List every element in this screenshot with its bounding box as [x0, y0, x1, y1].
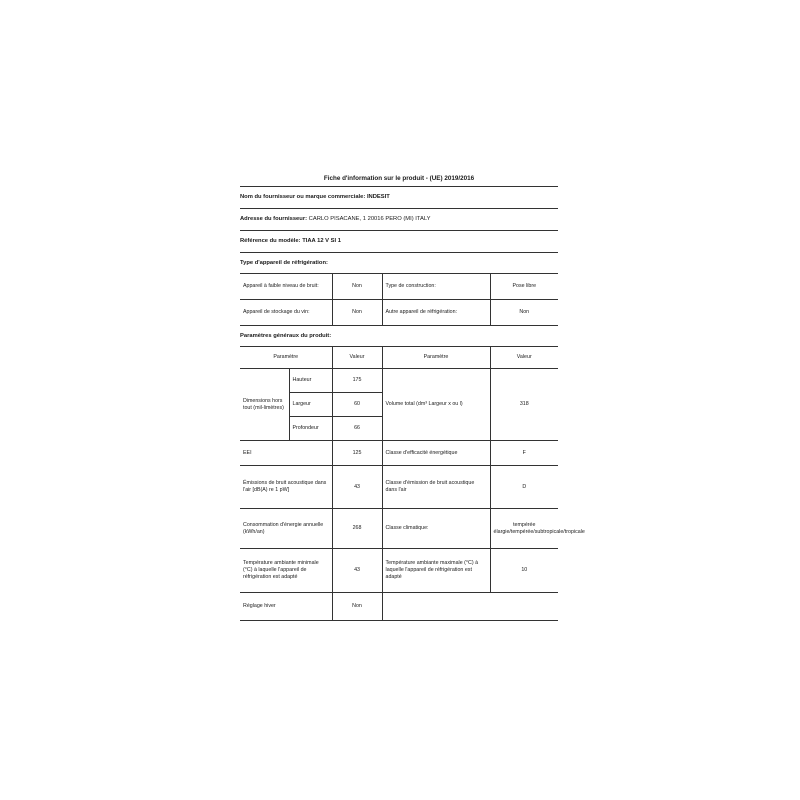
param-label: Émissions de bruit acoustique dans l'air [dB(A) re 1 pW]: [240, 466, 332, 509]
param-value: 268: [332, 509, 382, 549]
param-value: 10: [490, 549, 558, 593]
table-row: [240, 466, 558, 509]
type-table: [240, 273, 558, 326]
type-value: Non: [490, 300, 558, 326]
depth-value: 66: [332, 417, 382, 441]
supplier-label: Nom du fournisseur ou marque commerciale:: [240, 194, 366, 200]
type-label: Autre appareil de réfrigération:: [382, 300, 490, 326]
param-label: EEI: [240, 441, 332, 466]
param-label: Température ambiante minimale (°C) à laquelle l'appareil de réfrigération est adapté: [240, 549, 332, 593]
param-value: 43: [332, 549, 382, 593]
model-row: [240, 231, 558, 253]
depth-label: Profondeur: [289, 417, 332, 441]
table-header-row: [240, 347, 558, 369]
type-value: Non: [332, 274, 382, 300]
volume-label: Volume total (dm³ Largeur x ou l): [382, 369, 490, 441]
winter-setting-value: Non: [332, 593, 382, 621]
type-value: Non: [332, 300, 382, 326]
type-value: Pose libre: [490, 274, 558, 300]
param-label: Classe climatique:: [382, 509, 490, 549]
empty-cell: [382, 593, 558, 621]
params-table: [240, 346, 585, 621]
address-row: [240, 209, 558, 231]
type-label: Appareil de stockage du vin:: [240, 300, 332, 326]
dimensions-label: Dimensions hors tout (mil-limètres): [240, 369, 289, 441]
param-label: Température ambiante maximale (°C) à laquelle l'appareil de réfrigération est adapté: [382, 549, 490, 593]
width-label: Largeur: [289, 393, 332, 417]
param-value: F: [490, 441, 558, 466]
table-row: [240, 274, 558, 300]
params-heading: Paramètres généraux du produit:: [240, 333, 332, 339]
address-label: Adresse du fournisseur:: [240, 216, 308, 222]
width-value: 60: [332, 393, 382, 417]
column-header-parametre: Paramètre: [240, 347, 332, 369]
table-row: [240, 441, 558, 466]
column-header-parametre: Paramètre: [382, 347, 490, 369]
model-value: TIAA 12 V SI 1: [302, 238, 341, 244]
model-label: Référence du modèle:: [240, 238, 301, 244]
param-label: Classe d'efficacité énergétique: [382, 441, 490, 466]
product-information-sheet: [240, 172, 585, 621]
supplier-row: [240, 187, 558, 209]
type-label: Type de construction:: [382, 274, 490, 300]
param-value: tempérée élargie/tempérée/subtropicale/tropicale: [490, 509, 558, 549]
sheet-title: Fiche d'information sur le produit - (UE) 2019/2016: [240, 172, 558, 187]
table-row: [240, 593, 558, 621]
height-value: 175: [332, 369, 382, 393]
param-value: D: [490, 466, 558, 509]
table-row: [240, 300, 558, 326]
address-value: CARLO PISACANE, 1 20016 PERO (MI) ITALY: [308, 216, 431, 222]
height-label: Hauteur: [289, 369, 332, 393]
table-row: [240, 509, 558, 549]
table-row: [240, 549, 558, 593]
supplier-value: INDESIT: [366, 194, 390, 200]
column-header-valeur: Valeur: [490, 347, 558, 369]
param-value: 125: [332, 441, 382, 466]
param-label: Consommation d'énergie annuelle (kWh/an): [240, 509, 332, 549]
volume-value: 318: [490, 369, 558, 441]
table-row: [240, 369, 558, 393]
type-label: Appareil à faible niveau de bruit:: [240, 274, 332, 300]
column-header-valeur: Valeur: [332, 347, 382, 369]
param-value: 43: [332, 466, 382, 509]
winter-setting-label: Réglage hiver: [240, 593, 332, 621]
param-label: Classe d'émission de bruit acoustique dans l'air: [382, 466, 490, 509]
type-heading: Type d'appareil de réfrigération:: [240, 260, 328, 266]
